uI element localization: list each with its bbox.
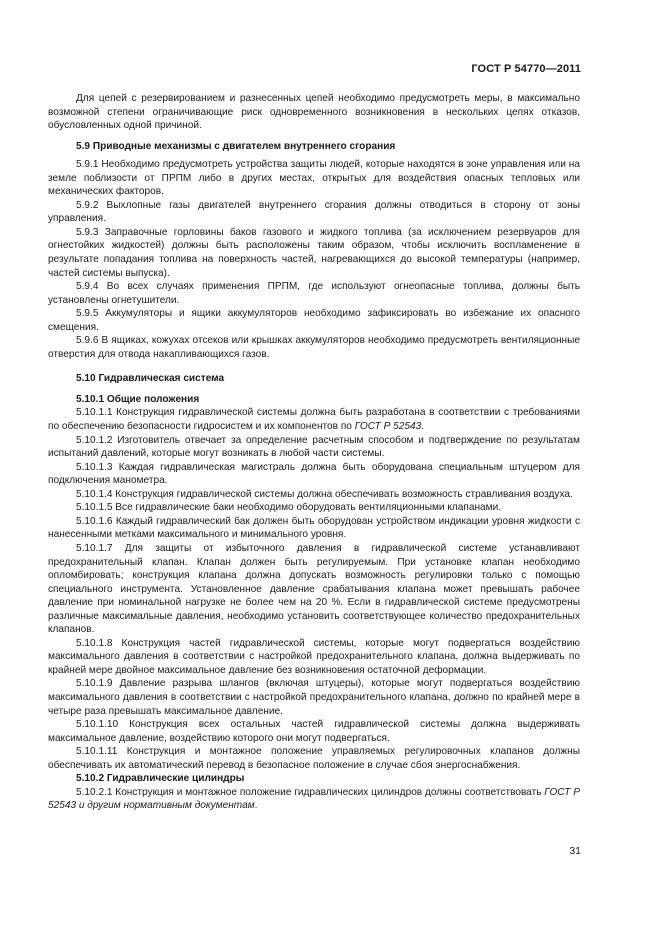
- paragraph-text: 5.10.1.1 Конструкция гидравлической системы должна быть разработана в соответствии с требованиями по обеспечению безопасности гидросистем и их компонентов по: [48, 407, 580, 433]
- paragraph: [48, 461, 580, 488]
- paragraph-tail: .: [421, 421, 425, 433]
- paragraph-text: 5.10.1.9 Давление разрыва шлангов (включая штуцеры), которые могут подвергаться воздействию максимального давления в соответствии с настройкой предохранительного клапана, должно по крайней мере в четыре раза превышать максимальное давление.: [48, 678, 580, 717]
- paragraph-text: Для цепей с резервированием и разнесенных цепей необходимо предусмотреть меры, в максимально возможной степени ограничивающие риск одновременного возникновения в нескольких цепях отказов, обусловленных одной причиной.: [48, 93, 580, 132]
- paragraph: [48, 334, 580, 361]
- page-header: ГОСТ Р 54770—2011: [471, 63, 581, 75]
- paragraph: [48, 280, 580, 307]
- section-heading: [48, 772, 580, 786]
- paragraph: [48, 488, 580, 502]
- paragraph: [48, 226, 580, 280]
- paragraph-text: 5.10 Гидравлическая система: [76, 373, 225, 385]
- paragraph-text: 5.9 Приводные механизмы с двигателем внутреннего сгорания: [76, 140, 396, 152]
- paragraph-text: 5.9.4 Во всех случаях применения ПРПМ, где используют огнеопасные топлива, должны быть установлены огнетушители.: [48, 281, 580, 306]
- paragraph-text: 5.10.2.1 Конструкция и монтажное положение гидравлических цилиндров должны соответствовать: [76, 786, 545, 798]
- paragraph-text: 5.10.1.3 Каждая гидравлическая магистраль должна быть оборудована специальным штуцером для подключения манометра.: [48, 461, 580, 487]
- paragraph: [48, 158, 580, 199]
- paragraph-text: 5.10.1.7 Для защиты от избыточного давления в гидравлической системе устанавливают предохранительный клапан. Клапан должен быть регулируемым. При установке клапан необходимо опломбировать; конструкция клапана должна допускать возможность регулировки только с помощью специального инструмента. Установленное давление срабатывания клапана может превышать рабочее давление при номинальной нагрузке не более чем на 20 %. Если в гидравлической системе предусмотрены различные максимальные давления, необходимо установить соответствующее количество предохранительных клапанов.: [48, 542, 580, 636]
- paragraph-text: 5.10.1.6 Каждый гидравлический бак должен быть оборудован устройством индикации уровня жидкости с нанесенными метками максимального и минимального уровня.: [48, 515, 580, 541]
- section-heading: [48, 140, 580, 154]
- standard-reference: ГОСТ Р 52543 и другим нормативным документам: [48, 786, 580, 812]
- paragraph-text: 5.9.2 Выхлопные газы двигателей внутреннего сгорания должны отводиться в сторону от зоны управления.: [48, 199, 580, 225]
- section-heading: [48, 372, 580, 386]
- paragraph: [48, 307, 580, 334]
- paragraph-text: 5.9.6 В ящиках, кожухах отсеков или крышках аккумуляторов необходимо предусмотреть вентиляционные отверстия для отвода накапливающихся газов.: [48, 335, 580, 360]
- paragraph-text: 5.9.3 Заправочные горловины баков газового и жидкого топлива (за исключением резервуаров для огнестойких жидкостей) должны быть расположены таким образом, чтобы исключить воспламенение в результате попадания топлива на поверхность частей, нагревающихся до высокой температуры (например, частей системы выпуска).: [48, 226, 580, 279]
- paragraph-text: 5.10.1.2 Изготовитель отвечает за определение расчетным способом и подтверждение по результатам испытаний давлений, которые могут возникать в любой части системы.: [48, 434, 580, 460]
- page-number: 31: [569, 845, 581, 857]
- paragraph-tail: .: [254, 800, 258, 812]
- paragraph: [48, 92, 580, 133]
- paragraph: [48, 501, 580, 515]
- paragraph: [48, 786, 580, 813]
- paragraph: [48, 434, 580, 461]
- paragraph-text: 5.10.1.10 Конструкция всех остальных частей гидравлической системы должна выдерживать максимальное давление, воздействию которого они могут подвергаться.: [48, 719, 580, 744]
- section-heading: [48, 393, 580, 407]
- paragraph-text: 5.10.2 Гидравлические цилиндры: [76, 773, 245, 785]
- paragraph: [48, 515, 580, 542]
- paragraph: [48, 406, 580, 433]
- document-body: [48, 92, 580, 813]
- paragraph-text: 5.10.1.5 Все гидравлические баки необходимо оборудовать вентиляционными клапанами.: [76, 502, 502, 514]
- paragraph: [48, 745, 580, 772]
- paragraph-text: 5.9.1 Необходимо предусмотреть устройства защиты людей, которые находятся в зоне управления или на земле поблизости от ПРПМ либо в других местах, открытых для воздействия опасных тепловых или механических факторов.: [48, 159, 580, 198]
- paragraph: [48, 637, 580, 678]
- paragraph: [48, 199, 580, 226]
- paragraph: [48, 542, 580, 637]
- paragraph: [48, 718, 580, 745]
- paragraph-text: 5.10.1 Общие положения: [76, 393, 200, 405]
- paragraph-text: 5.10.1.11 Конструкция и монтажное положение управляемых регулировочных клапанов должны обеспечивать их автоматический перевод в безопасное положение в случае сбоя энергоснабжения.: [48, 746, 580, 771]
- paragraph-text: 5.9.5 Аккумуляторы и ящики аккумуляторов необходимо зафиксировать во избежание их опасного смещения.: [48, 308, 580, 333]
- standard-reference: ГОСТ Р 52543: [354, 421, 422, 433]
- paragraph-text: 5.10.1.8 Конструкция частей гидравлической системы, которые могут подвергаться воздействию максимального давления в соответствии с настройкой предохранительного клапана, должна выдерживать по крайней мере двойное максимальное давление без возникновения остаточной деформации.: [48, 637, 580, 676]
- paragraph-text: 5.10.1.4 Конструкция гидравлической системы должна обеспечивать возможность стравливания воздуха.: [76, 488, 573, 500]
- paragraph: [48, 677, 580, 718]
